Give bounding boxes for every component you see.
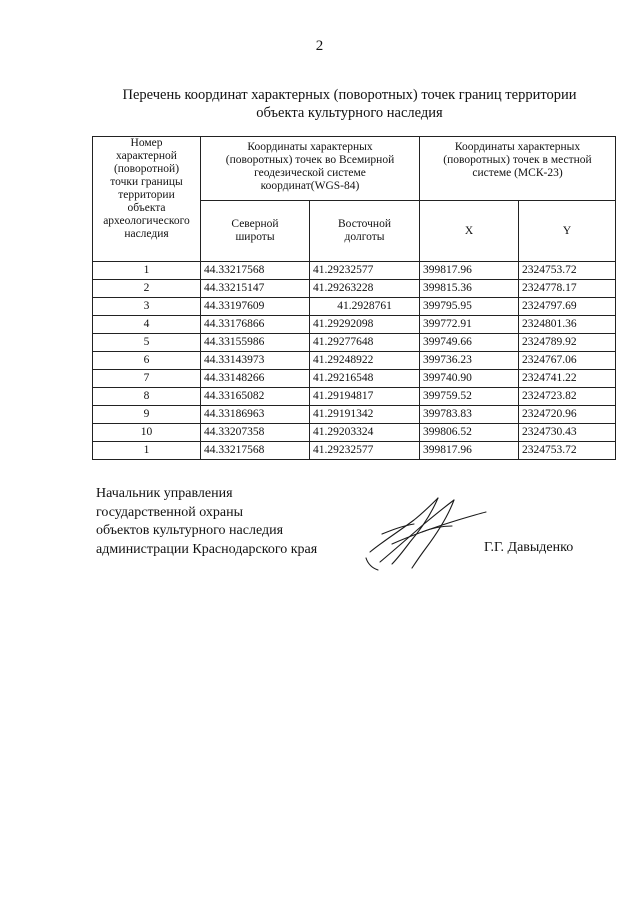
cell-y: 2324741.22 bbox=[519, 370, 616, 388]
cell-y: 2324730.43 bbox=[519, 424, 616, 442]
cell-x: 399749.66 bbox=[420, 334, 519, 352]
cell-x: 399806.52 bbox=[420, 424, 519, 442]
cell-point-number: 4 bbox=[93, 316, 201, 334]
cell-y: 2324753.72 bbox=[519, 262, 616, 280]
header-wgs-line: (поворотных) точек во Всемирной bbox=[225, 154, 395, 166]
cell-longitude: 41.29292098 bbox=[310, 316, 420, 334]
cell-y: 2324723.82 bbox=[519, 388, 616, 406]
header-num-line: территории bbox=[118, 189, 175, 201]
cell-latitude: 44.33215147 bbox=[201, 280, 310, 298]
header-longitude bbox=[310, 201, 420, 262]
position-line: администрации Краснодарского края bbox=[96, 541, 318, 557]
cell-longitude: 41.29277648 bbox=[310, 334, 420, 352]
header-lon-line: долготы bbox=[344, 231, 385, 243]
cell-point-number: 1 bbox=[93, 262, 201, 280]
cell-latitude: 44.33176866 bbox=[201, 316, 310, 334]
cell-x: 399817.96 bbox=[420, 262, 519, 280]
table-row bbox=[93, 424, 616, 442]
cell-longitude: 41.29263228 bbox=[310, 280, 420, 298]
cell-latitude: 44.33143973 bbox=[201, 352, 310, 370]
header-wgs-line: Координаты характерных bbox=[247, 141, 373, 153]
cell-latitude: 44.33217568 bbox=[201, 262, 310, 280]
cell-point-number: 5 bbox=[93, 334, 201, 352]
header-num-line: характерной bbox=[116, 150, 177, 162]
cell-x: 399740.90 bbox=[420, 370, 519, 388]
table-row bbox=[93, 442, 616, 460]
cell-longitude: 41.29232577 bbox=[310, 262, 420, 280]
table-row bbox=[93, 406, 616, 424]
signatory-name: Г.Г. Давыденко bbox=[484, 540, 574, 555]
header-wgs84 bbox=[201, 137, 420, 201]
table-row bbox=[93, 298, 616, 316]
cell-longitude: 41.29191342 bbox=[310, 406, 420, 424]
cell-x: 399736.23 bbox=[420, 352, 519, 370]
header-y: Y bbox=[519, 201, 616, 262]
cell-y: 2324720.96 bbox=[519, 406, 616, 424]
cell-latitude: 44.33148266 bbox=[201, 370, 310, 388]
cell-x: 399783.83 bbox=[420, 406, 519, 424]
cell-x: 399817.96 bbox=[420, 442, 519, 460]
cell-x: 399795.95 bbox=[420, 298, 519, 316]
cell-point-number: 3 bbox=[93, 298, 201, 316]
coordinates-table bbox=[92, 136, 616, 460]
page-number: 2 bbox=[315, 38, 324, 54]
table-row bbox=[93, 262, 616, 280]
cell-point-number: 8 bbox=[93, 388, 201, 406]
cell-point-number: 2 bbox=[93, 280, 201, 298]
cell-longitude: 41.29232577 bbox=[310, 442, 420, 460]
cell-y: 2324767.06 bbox=[519, 352, 616, 370]
cell-x: 399815.36 bbox=[420, 280, 519, 298]
header-lon-line: Восточной bbox=[338, 218, 391, 230]
header-lat-line: широты bbox=[235, 231, 275, 243]
header-num-line: точки границы bbox=[110, 176, 183, 188]
cell-point-number: 1 bbox=[93, 442, 201, 460]
cell-latitude: 44.33207358 bbox=[201, 424, 310, 442]
header-num-line: (поворотной) bbox=[113, 163, 180, 175]
signatory-position bbox=[96, 485, 317, 559]
cell-x: 399772.91 bbox=[420, 316, 519, 334]
cell-y: 2324778.17 bbox=[519, 280, 616, 298]
title-line-1: Перечень координат характерных (поворотных) точек границ территории bbox=[122, 87, 577, 103]
header-msk-line: Координаты характерных bbox=[454, 141, 581, 153]
header-msk-line: системе (МСК-23) bbox=[472, 167, 563, 179]
cell-point-number: 7 bbox=[93, 370, 201, 388]
header-wgs-line: координат(WGS-84) bbox=[260, 180, 360, 192]
header-point-number bbox=[93, 137, 201, 262]
table-row bbox=[93, 388, 616, 406]
cell-longitude: 41.29248922 bbox=[310, 352, 420, 370]
cell-latitude: 44.33197609 bbox=[201, 298, 310, 316]
cell-y: 2324753.72 bbox=[519, 442, 616, 460]
cell-y: 2324797.69 bbox=[519, 298, 616, 316]
cell-point-number: 9 bbox=[93, 406, 201, 424]
handwritten-signature bbox=[362, 492, 492, 574]
document-title bbox=[60, 86, 639, 122]
header-msk-line: (поворотных) точек в местной bbox=[443, 154, 592, 166]
header-lat-line: Северной bbox=[231, 218, 279, 230]
cell-x: 399759.52 bbox=[420, 388, 519, 406]
header-msk23 bbox=[420, 137, 616, 201]
header-num-line: объекта bbox=[127, 202, 166, 214]
cell-latitude: 44.33165082 bbox=[201, 388, 310, 406]
cell-y: 2324789.92 bbox=[519, 334, 616, 352]
cell-latitude: 44.33186963 bbox=[201, 406, 310, 424]
table-row bbox=[93, 352, 616, 370]
cell-latitude: 44.33155986 bbox=[201, 334, 310, 352]
header-num-line: Номер bbox=[130, 137, 163, 149]
position-line: Начальник управления bbox=[96, 486, 233, 501]
table-row bbox=[93, 316, 616, 334]
cell-point-number: 6 bbox=[93, 352, 201, 370]
header-x: X bbox=[420, 201, 519, 262]
cell-longitude: 41.2928761 bbox=[310, 298, 420, 316]
table-row bbox=[93, 370, 616, 388]
cell-y: 2324801.36 bbox=[519, 316, 616, 334]
header-num-line: археологического bbox=[103, 215, 190, 227]
position-line: государственной охраны bbox=[96, 504, 244, 520]
cell-longitude: 41.29194817 bbox=[310, 388, 420, 406]
table-row bbox=[93, 334, 616, 352]
header-num-line: наследия bbox=[124, 228, 169, 240]
table-row bbox=[93, 280, 616, 298]
header-wgs-line: геодезической системе bbox=[254, 167, 366, 179]
cell-point-number: 10 bbox=[93, 424, 201, 442]
header-latitude bbox=[201, 201, 310, 262]
cell-longitude: 41.29216548 bbox=[310, 370, 420, 388]
title-line-2: объекта культурного наследия bbox=[256, 105, 443, 121]
cell-longitude: 41.29203324 bbox=[310, 424, 420, 442]
cell-latitude: 44.33217568 bbox=[201, 442, 310, 460]
position-line: объектов культурного наследия bbox=[96, 523, 284, 538]
